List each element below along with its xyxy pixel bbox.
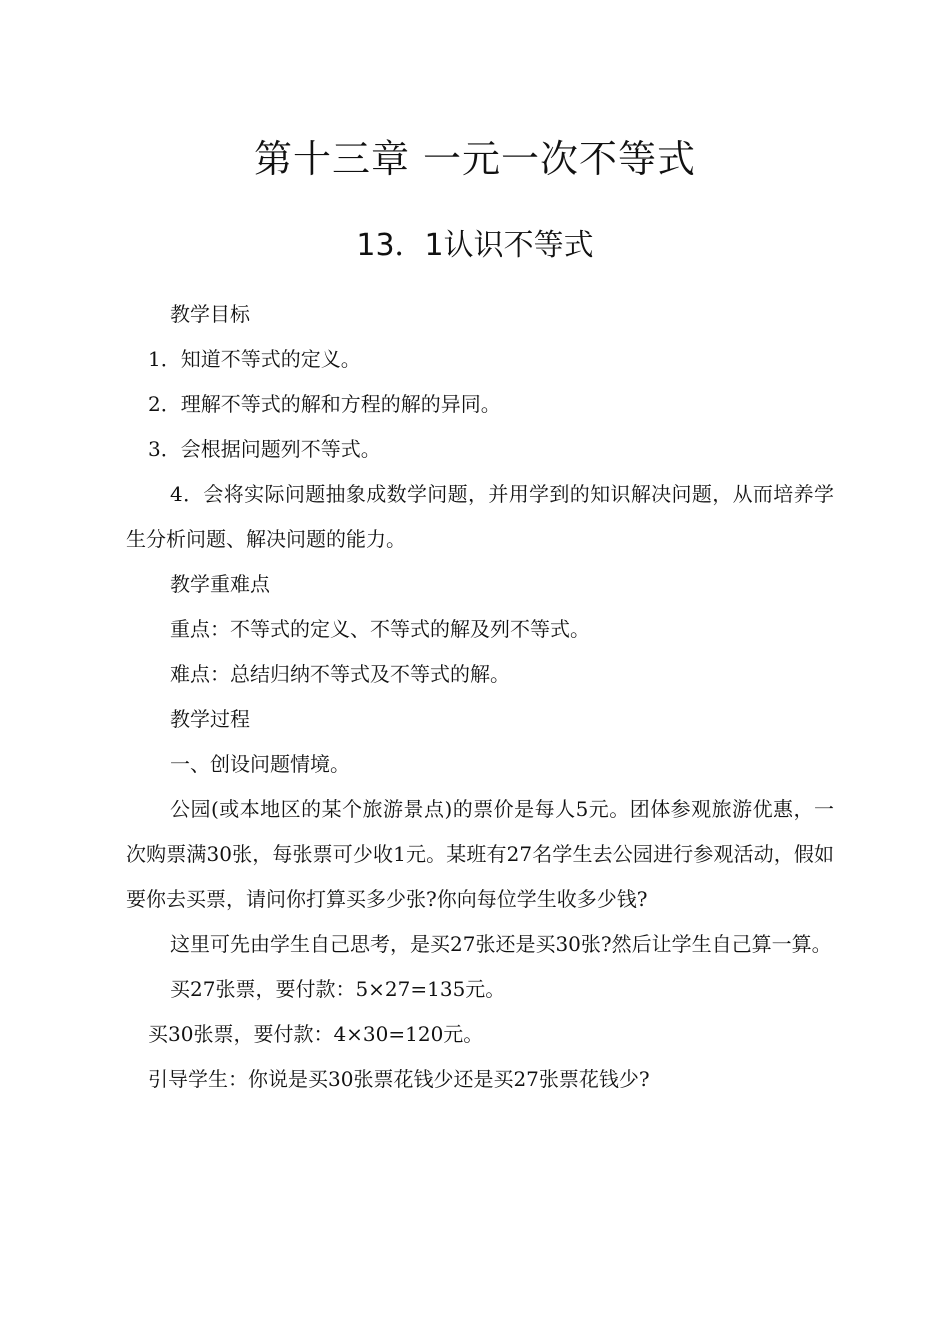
heading-key-difficulties: 教学重难点 xyxy=(170,572,270,596)
heading-teaching-process: 教学过程 xyxy=(170,707,250,731)
section-title: 13．1认识不等式 xyxy=(356,228,594,263)
objective-2: 2．理解不等式的解和方程的解的异同。 xyxy=(148,392,501,416)
difficult-point: 难点：总结归纳不等式及不等式的解。 xyxy=(170,662,510,686)
objective-3: 3．会根据问题列不等式。 xyxy=(148,437,381,461)
document-body xyxy=(126,292,834,1102)
objective-4: 4．会将实际问题抽象成数学问题，并用学到的知识解决问题，从而培养学生分析问题、解决问题的能力。 xyxy=(126,482,834,551)
guide-question: 引导学生：你说是买30张票花钱少还是买27张票花钱少? xyxy=(148,1067,650,1091)
chapter-title: 第十三章 一元一次不等式 xyxy=(253,137,697,181)
thinking-paragraph: 这里可先由学生自己思考，是买27张还是买30张?然后让学生自己算一算。 xyxy=(170,932,832,956)
key-point: 重点：不等式的定义、不等式的解及列不等式。 xyxy=(170,617,590,641)
problem-paragraph: 公园(或本地区的某个旅游景点)的票价是每人5元。团体参观旅游优惠，一次购票满30张，每张票可少收1元。某班有27名学生去公园进行参观活动，假如要你去买票，请问你打算买多少张?你向每位学生收多少钱? xyxy=(126,797,834,911)
step-1-heading: 一、创设问题情境。 xyxy=(170,752,350,776)
objective-1: 1．知道不等式的定义。 xyxy=(148,347,361,371)
calc-27-tickets: 买27张票，要付款：5×27=135元。 xyxy=(170,977,506,1001)
heading-teaching-objectives: 教学目标 xyxy=(170,302,250,326)
calc-30-tickets: 买30张票，要付款：4×30=120元。 xyxy=(148,1022,484,1046)
